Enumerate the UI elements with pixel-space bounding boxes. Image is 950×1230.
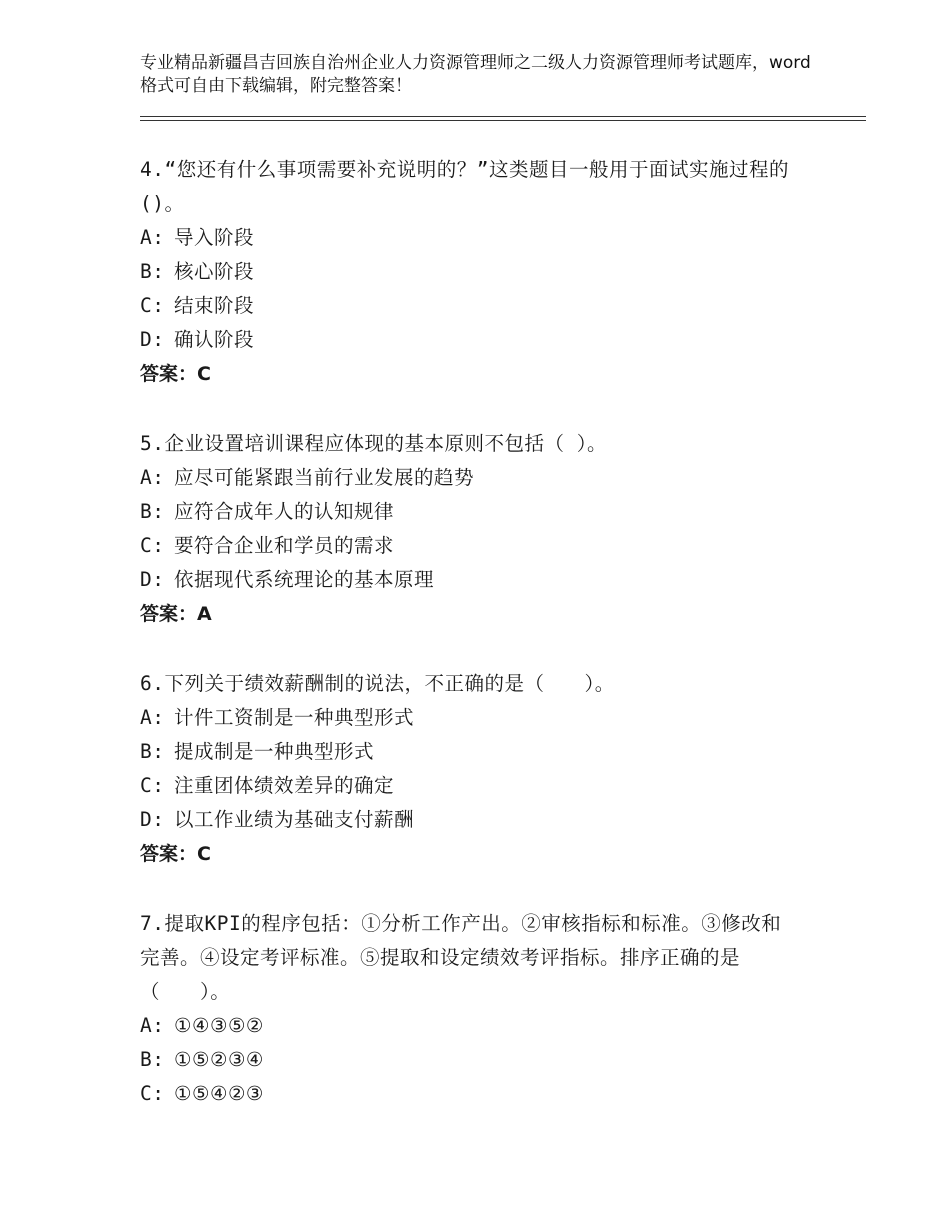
option-c (140, 529, 870, 563)
option-b (140, 255, 870, 289)
option-c (140, 289, 870, 323)
question-block (140, 907, 870, 1111)
option-key: D: (140, 328, 165, 351)
option-text: ①⑤④②③ (174, 1082, 264, 1105)
option-b (140, 735, 870, 769)
option-text: 确认阶段 (174, 328, 255, 351)
option-key: B: (140, 500, 165, 523)
option-text: 结束阶段 (174, 294, 255, 317)
answer-line: 答案：C (140, 363, 211, 385)
option-key: A: (140, 466, 165, 489)
question-block (140, 153, 870, 391)
option-key: D: (140, 808, 165, 831)
option-key: D: (140, 568, 165, 591)
option-text: 以工作业绩为基础支付薪酬 (174, 808, 415, 831)
question-block (140, 667, 870, 871)
option-key: C: (140, 534, 165, 557)
option-text: 依据现代系统理论的基本原理 (174, 568, 435, 591)
option-key: B: (140, 260, 165, 283)
option-a (140, 461, 870, 495)
option-text: ①⑤②③④ (174, 1048, 264, 1071)
option-text: 注重团体绩效差异的确定 (174, 774, 395, 797)
option-text: ①④③⑤② (174, 1014, 264, 1037)
option-key: C: (140, 294, 165, 317)
header-double-rule (140, 116, 866, 117)
document-header (140, 52, 820, 98)
option-b (140, 495, 870, 529)
option-key: A: (140, 706, 165, 729)
option-key: C: (140, 774, 165, 797)
question-block (140, 427, 870, 631)
option-a (140, 221, 870, 255)
header-title: 专业精品新疆昌吉回族自治州企业人力资源管理师之二级人力资源管理师考试题库，word格式可自由下载编辑，附完整答案！ (140, 53, 811, 96)
option-key: C: (140, 1082, 165, 1105)
option-a (140, 701, 870, 735)
option-b (140, 1043, 870, 1077)
option-text: 核心阶段 (174, 260, 255, 283)
option-text: 导入阶段 (174, 226, 255, 249)
question-stem: 6.下列关于绩效薪酬制的说法，不正确的是（ ）。 (140, 672, 615, 695)
document-page (140, 52, 870, 1111)
question-stem: 4.“您还有什么事项需要补充说明的？”这类题目一般用于面试实施过程的()。 (140, 158, 789, 215)
option-text: 应尽可能紧跟当前行业发展的趋势 (174, 466, 475, 489)
option-key: A: (140, 226, 165, 249)
option-d (140, 563, 870, 597)
option-key: A: (140, 1014, 165, 1037)
option-text: 计件工资制是一种典型形式 (174, 706, 415, 729)
option-key: B: (140, 1048, 165, 1071)
answer-line: 答案：A (140, 603, 212, 625)
option-d (140, 803, 870, 837)
option-text: 应符合成年人的认知规律 (174, 500, 395, 523)
option-c (140, 1077, 870, 1111)
option-text: 提成制是一种典型形式 (174, 740, 375, 763)
option-d (140, 323, 870, 357)
option-c (140, 769, 870, 803)
answer-line: 答案：C (140, 843, 211, 865)
option-text: 要符合企业和学员的需求 (174, 534, 395, 557)
question-stem: 7.提取KPI的程序包括：①分析工作产出。②审核指标和标准。③修改和完善。④设定考评标准。⑤提取和设定绩效考评指标。排序正确的是（ ）。 (140, 912, 782, 1003)
question-stem: 5.企业设置培训课程应体现的基本原则不包括（ ）。 (140, 432, 607, 455)
option-key: B: (140, 740, 165, 763)
option-a (140, 1009, 870, 1043)
